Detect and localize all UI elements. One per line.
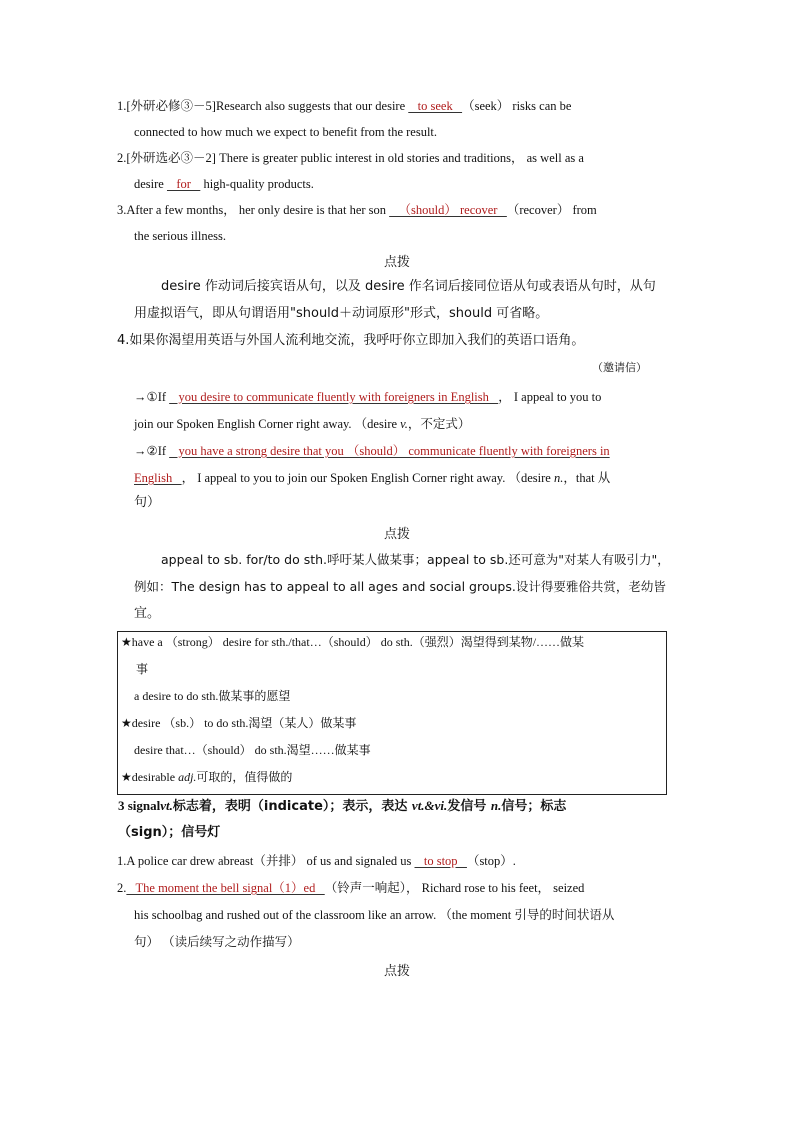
rewrite-note: ，that 从 (563, 471, 611, 485)
item-1-line-1 (117, 97, 571, 115)
rewrite-note: ，不定式） (407, 417, 471, 431)
entry-meaning: 发信号 (447, 799, 491, 814)
hint-heading: 点拨 (383, 255, 410, 270)
item-4-rewrite-1 (134, 388, 601, 406)
pos-label: vt. (160, 798, 173, 813)
pos-label: n. (490, 798, 502, 813)
signal-item-1 (117, 852, 516, 870)
answer-blank: to seek (408, 99, 463, 113)
item-text-b: （铃声一响起）， Richard rose to his feet， seized (324, 881, 585, 895)
item-2-text: desire (134, 177, 167, 191)
pos-label: n. (553, 471, 564, 485)
rewrite-prefix: →①If (134, 390, 170, 404)
box-line-3: ★desire （sb.） to do sth.渴望（某人）做某事 (121, 716, 357, 730)
entry-meaning: 信号；标志 (501, 799, 567, 814)
item-3-text: 3.After a few months， her only desire is that her son (117, 203, 390, 217)
box-line-1b: 事 (136, 662, 149, 676)
rewrite-text: ， I appeal to you to join our Spoken English Corner right away. （desire (181, 471, 554, 485)
box-line-1: ★have a （strong） desire for sth./that…（should） do sth.（强烈）渴望得到某物/……做某 (121, 635, 585, 649)
box-meaning: 可取的，值得做的 (196, 770, 293, 784)
item-4-prompt: 4.如果你渴望用英语与外国人流利地交流，我呼吁你立即加入我们的英语口语角。 (117, 333, 585, 348)
note-1-line-2: 用虚拟语气，即从句谓语用"should＋动词原形"形式，should 可省略。 (134, 306, 549, 321)
rewrite-text: join our Spoken English Corner right away. （desire (134, 417, 401, 431)
item-4-rewrite-1-line-2 (134, 415, 470, 433)
note-2-line-2: 例如：The design has to appeal to all ages and social groups.设计得要雅俗共赏，老幼皆 (134, 579, 666, 594)
item-2-text-c: high-quality products. (200, 177, 314, 191)
item-4-tag: （邀请信） (592, 361, 647, 374)
hint-heading: 点拨 (383, 527, 410, 542)
rewrite-suffix: ， I appeal to you to (498, 390, 602, 404)
item-3-line-2: the serious illness. (134, 229, 227, 243)
box-term: ★desirable (121, 770, 179, 784)
item-2-line-1: 2.[外研选必③－2] There is greater public interest in old stories and traditions， as well as a (117, 151, 584, 165)
note-2-line-1: appeal to sb. for/to do sth.呼吁某人做某事；appeal to sb.还可意为"对某人有吸引力"， (161, 552, 670, 567)
signal-item-2-line-2: his schoolbag and rushed out of the classroom like an arrow. （the moment 引导的时间状语从 (134, 908, 615, 922)
rewrite-prefix: →②If (134, 444, 170, 458)
item-4-rewrite-2 (134, 442, 610, 460)
item-1-line-2: connected to how much we expect to benefit from the result. (134, 125, 438, 139)
answer-blank: you desire to communicate fluently with foreigners in English (169, 390, 499, 404)
entry-3-heading (118, 797, 566, 816)
item-text: 1.A police car drew abreast（并排） of us and signaled us (117, 854, 415, 868)
signal-item-2-line-3: 句） （读后续写之动作描写） (134, 935, 300, 949)
item-1-text-b: （seek） risks can be (462, 99, 572, 113)
item-2-line-2 (134, 175, 314, 193)
item-4-rewrite-2-line-2 (134, 469, 610, 487)
box-line-4: desire that…（should） do sth.渴望……做某事 (134, 743, 371, 757)
box-line-2: a desire to do sth.做某事的愿望 (134, 689, 291, 703)
answer-blank: to stop (414, 854, 467, 868)
item-number: 2. (117, 881, 127, 895)
hint-heading: 点拨 (383, 964, 410, 979)
box-line-5 (121, 768, 292, 786)
signal-item-2 (117, 879, 584, 897)
item-4-rewrite-2-line-3: 句） (134, 495, 161, 510)
pos-label: v. (400, 417, 408, 431)
note-2-line-3: 宜。 (134, 606, 161, 621)
answer-blank-cont: English (134, 471, 182, 485)
entry-3-heading-line-2: （sign）；信号灯 (118, 825, 221, 840)
item-3-text-b: （recover） from (506, 203, 597, 217)
note-1-line-1: desire 作动词后接宾语从句，以及 desire 作名词后接同位语从句或表语从句时，从句 (161, 279, 656, 294)
answer-blank: you have a strong desire that you （should） communicate fluently with foreigners in (169, 444, 610, 458)
item-3-line-1 (117, 201, 597, 219)
pos-label: adj. (178, 770, 197, 784)
pos-label: vt.&vi. (411, 798, 448, 813)
item-text-b: （stop）. (466, 854, 516, 868)
answer-blank: The moment the bell signal（1）ed (126, 881, 325, 895)
answer-blank: for (166, 177, 201, 191)
entry-meaning: 标志着，表明（indicate）；表示，表达 (172, 799, 412, 814)
entry-word: 3 signal (118, 798, 161, 813)
item-1-text: 1.[外研必修③－5]Research also suggests that our desire (117, 99, 409, 113)
answer-blank: （should） recover (389, 203, 507, 217)
